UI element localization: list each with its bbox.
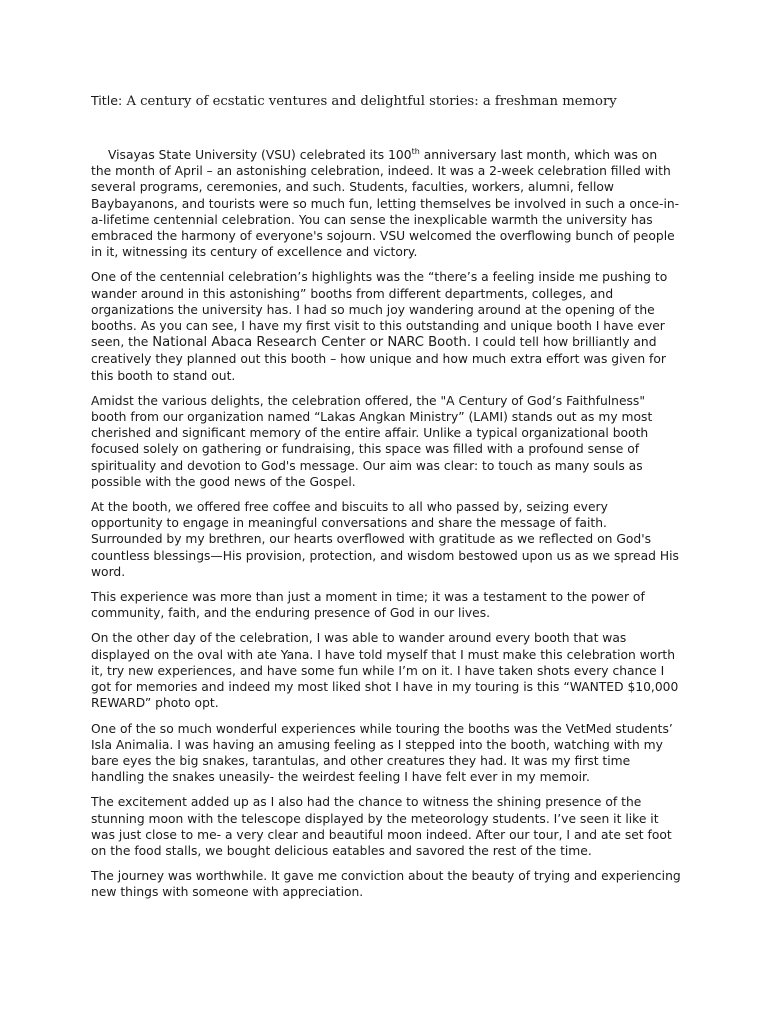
- paragraph-3: Amidst the various delights, the celebration offered, the "A Century of God’s Faithfulness" booth from our organization named “Lakas Angkan Ministry” (LAMI) stands out as my most cherished and significant memory of the entire affair. Unlike a typical organizational booth focused solely on gathering or fundraising, this space was filled with a profound sense of spirituality and devotion to God's message. Our aim was clear: to touch as many souls as possible with the good news of the Gospel.: [91, 393, 653, 489]
- title-text: A century of ecstatic ventures and delightful stories: a freshman memory: [126, 94, 617, 109]
- paragraph-6: On the other day of the celebration, I was able to wander around every booth that was displayed on the oval with ate Yana. I have told myself that I must make this celebration worth it, try new experiences, and have some fun while I’m on it. I have taken shots every chance I got for memories and indeed my most liked shot I have in my touring is this “WANTED $10,000 REWARD” photo opt.: [91, 631, 679, 711]
- ordinal-suffix: th: [411, 146, 420, 156]
- paragraph-1: [91, 147, 681, 260]
- narc-booth-highlight: National Abaca Research Center or NARC Booth.: [152, 335, 472, 351]
- paragraph-1-start: Visayas State University (VSU) celebrated its 100: [108, 148, 412, 162]
- paragraph-8: The excitement added up as I also had the chance to witness the shining presence of the stunning moon with the telescope displayed by the meteorology students. I’ve seen it like it was just close to me- a very clear and beautiful moon indeed. After our tour, I and ate set foot on the food stalls, we bought delicious eatables and savored the rest of the time.: [91, 795, 672, 858]
- paragraph-9: The journey was worthwhile. It gave me conviction about the beauty of trying and experiencing new things with someone with appreciation.: [91, 869, 681, 900]
- title-label: Title:: [91, 93, 123, 108]
- paragraph-1-rest: anniversary last month, which was on the month of April – an astonishing celebration, indeed. It was a 2-week celebration filled with several programs, ceremonies, and such. Students, faculties, workers, alumni, fellow Baybayanons, and tourists were so much fun, letting themselves be involved in such a once-in-a-lifetime centennial celebration. You can sense the inexplicable warmth the university has embraced the harmony of everyone's sojourn. VSU welcomed the overflowing bunch of people in it, witnessing its century of excellence and victory.: [91, 148, 680, 260]
- document-title: [91, 92, 681, 111]
- paragraph-7: One of the so much wonderful experiences while touring the booths was the VetMed students’ Isla Animalia. I was having an amusing feeling as I stepped into the booth, watching with my bare eyes the big snakes, tarantulas, and other creatures they had. It was my first time handling the snakes uneasily- the weirdest feeling I have felt ever in my memoir.: [91, 721, 673, 785]
- paragraph-2-rest: I could tell how brilliantly and creatively they planned out this booth – how unique and how much extra effort was given for this booth to stand out.: [91, 335, 666, 383]
- paragraph-4: At the booth, we offered free coffee and biscuits to all who passed by, seizing every opportunity to engage in meaningful conversations and share the message of faith. Surrounded by my brethren, our hearts overflowed with gratitude as we reflected on God's countless blessings—His provision, protection, and wisdom bestowed upon us as we spread His word.: [91, 500, 679, 579]
- paragraph-2: [91, 269, 681, 383]
- paragraph-2-start: One of the centennial celebration’s highlights was the “there’s a feeling inside me pushing to wander around in this astonishing” booths from different departments, colleges, and organizations the university has. I had so much joy wandering around at the opening of the booths. As you can see, I have my first visit to this outstanding and unique booth I have ever seen, the: [91, 270, 668, 350]
- document-page: [91, 92, 681, 910]
- paragraph-5: This experience was more than just a moment in time; it was a testament to the power of community, faith, and the enduring presence of God in our lives.: [91, 590, 645, 621]
